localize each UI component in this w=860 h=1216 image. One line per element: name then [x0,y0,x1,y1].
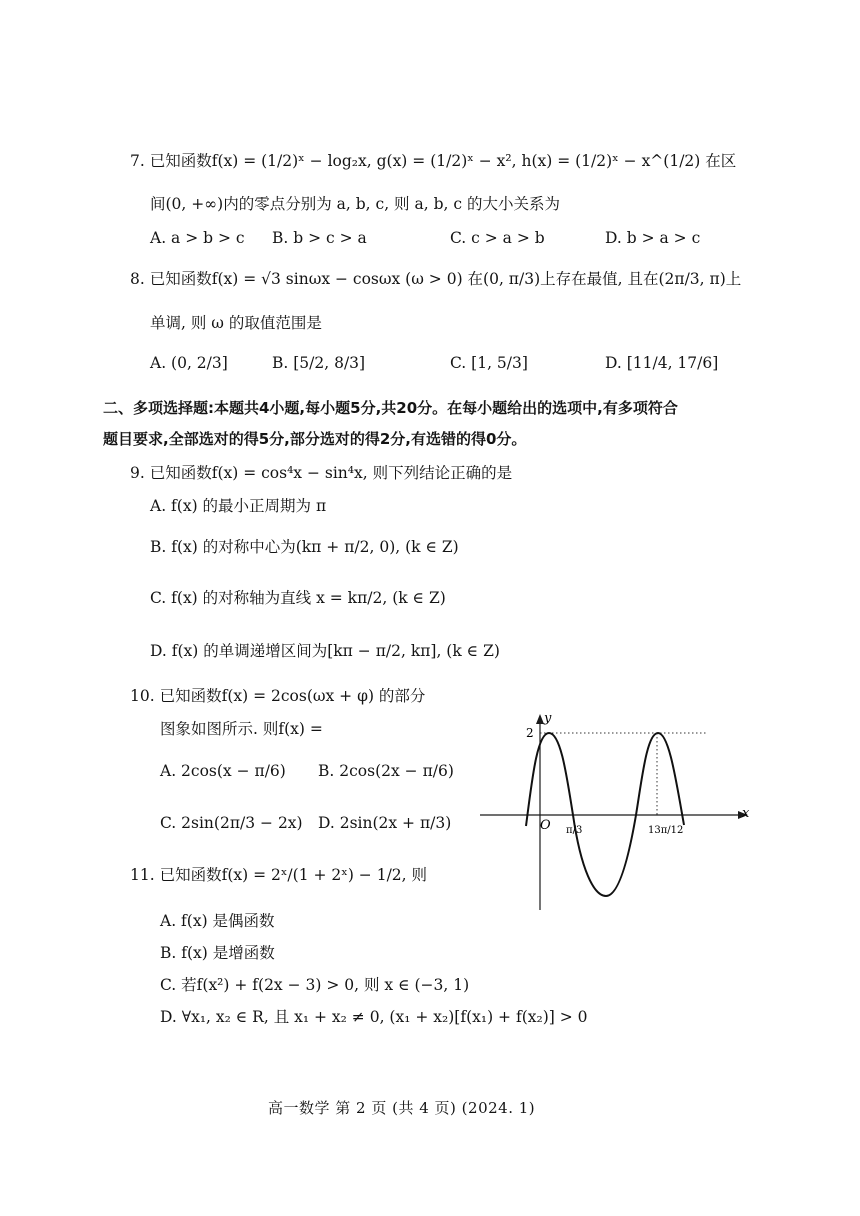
q8-stem-line1: 8. 已知函数f(x) = √3 sinωx − cosωx (ω > 0) 在(0, π/3)上存在最值, 且在(2π/3, π)上 [130,270,742,288]
q8-option-b: B. [5/2, 8/3] [272,354,366,372]
q10-option-b: B. 2cos(2x − π/6) [318,762,454,780]
q7-stem-line2: 间(0, +∞)内的零点分别为 a, b, c, 则 a, b, c 的大小关系为 [150,195,560,213]
x-axis-label: x [742,806,750,821]
q10-option-c: C. 2sin(2π/3 − 2x) [160,814,303,832]
q9-stem: 9. 已知函数f(x) = cos⁴x − sin⁴x, 则下列结论正确的是 [130,464,513,482]
q7-option-b: B. b > c > a [272,229,367,247]
q7-option-c: C. c > a > b [450,229,545,247]
q10-function-graph [470,700,770,915]
q11-option-a: A. f(x) 是偶函数 [160,912,275,930]
origin-label: O [540,818,551,833]
q10-stem-line2: 图象如图所示. 则f(x) = [160,720,323,738]
q10-option-a: A. 2cos(x − π/6) [160,762,286,780]
q8-option-d: D. [11/4, 17/6] [605,354,719,372]
q10-option-d: D. 2sin(2x + π/3) [318,814,452,832]
q11-option-c: C. 若f(x²) + f(2x − 3) > 0, 则 x ∈ (−3, 1) [160,976,470,994]
q9-option-d: D. f(x) 的单调递增区间为[kπ − π/2, kπ], (k ∈ Z) [150,642,500,660]
section2-heading-line2: 题目要求,全部选对的得5分,部分选对的得2分,有选错的得0分。 [103,430,527,448]
q11-stem: 11. 已知函数f(x) = 2ˣ/(1 + 2ˣ) − 1/2, 则 [130,866,428,884]
y-axis-arrow [536,714,544,724]
q9-option-b: B. f(x) 的对称中心为(kπ + π/2, 0), (k ∈ Z) [150,538,459,556]
q11-option-b: B. f(x) 是增函数 [160,944,275,962]
x-tick-13pi-over-12: 13π/12 [648,825,684,836]
q7-option-a: A. a > b > c [150,229,245,247]
q9-option-a: A. f(x) 的最小正周期为 π [150,497,327,515]
q7-stem-line1: 7. 已知函数f(x) = (1/2)ˣ − log₂x, g(x) = (1/2)ˣ − x², h(x) = (1/2)ˣ − x^(1/2) 在区 [130,152,737,170]
q9-option-c: C. f(x) 的对称轴为直线 x = kπ/2, (k ∈ Z) [150,589,446,607]
section2-heading-line1: 二、多项选择题:本题共4小题,每小题5分,共20分。在每小题给出的选项中,有多项符合 [103,399,678,417]
q8-option-c: C. [1, 5/3] [450,354,528,372]
q10-stem-line1: 10. 已知函数f(x) = 2cos(ωx + φ) 的部分 [130,687,426,705]
y-tick-2: 2 [526,726,534,740]
x-tick-pi-over-3: π/3 [566,825,583,836]
q11-option-d: D. ∀x₁, x₂ ∈ R, 且 x₁ + x₂ ≠ 0, (x₁ + x₂)[f(x₁) + f(x₂)] > 0 [160,1008,588,1026]
q8-option-a: A. (0, 2/3] [150,354,228,372]
q8-stem-line2: 单调, 则 ω 的取值范围是 [150,314,322,332]
y-axis-label: y [544,711,552,726]
q7-option-d: D. b > a > c [605,229,701,247]
page-footer: 高一数学 第 2 页 (共 4 页) (2024. 1) [268,1099,536,1117]
